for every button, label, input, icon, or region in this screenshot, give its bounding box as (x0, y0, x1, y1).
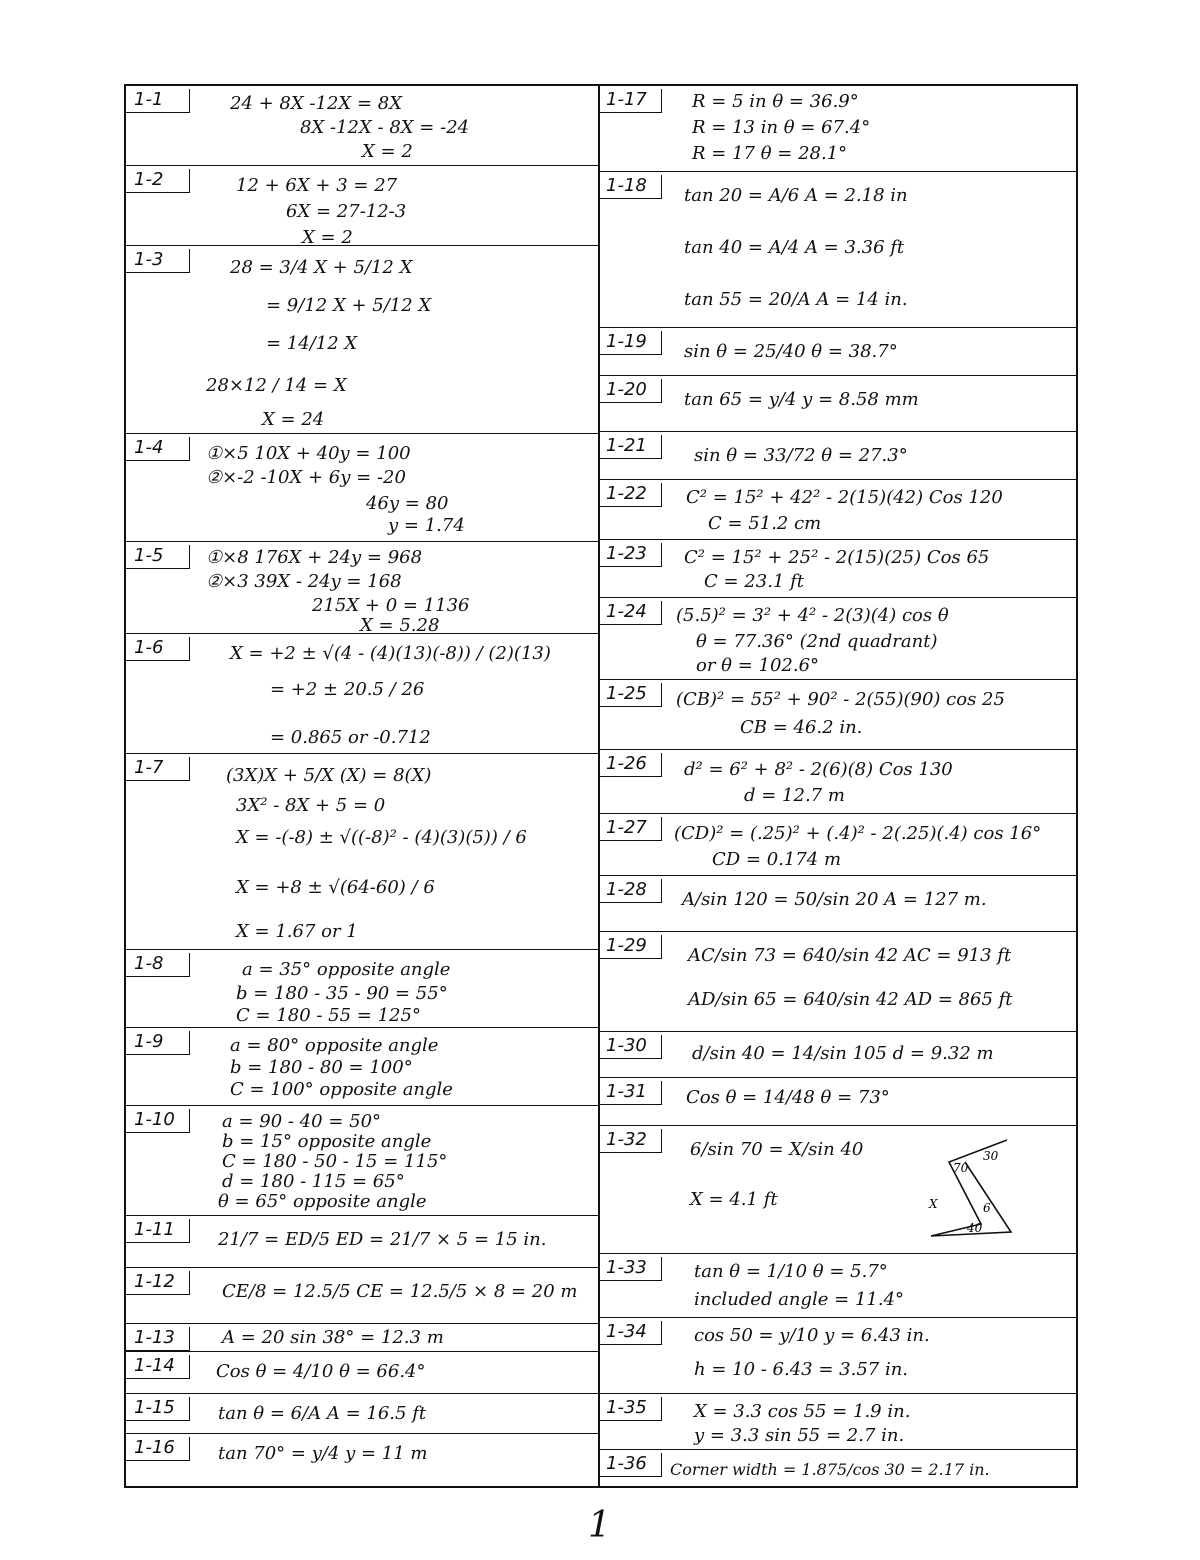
solution-line: R = 5 in θ = 36.9° (692, 91, 859, 112)
solution-line: a = 80° opposite angle (230, 1035, 439, 1056)
problem-1-27 (598, 814, 1076, 876)
problem-1-23 (598, 540, 1076, 598)
problem-number: 1-8 (126, 953, 190, 977)
solution-line: R = 13 in θ = 67.4° (692, 117, 871, 138)
solution-line: a = 35° opposite angle (242, 959, 451, 980)
problem-1-16 (126, 1434, 598, 1490)
problem-1-3 (126, 246, 598, 434)
figure-label: 70 (953, 1161, 969, 1175)
problem-number: 1-21 (598, 435, 662, 459)
problem-1-31 (598, 1078, 1076, 1126)
problem-1-15 (126, 1394, 598, 1434)
solution-line: θ = 77.36° (2nd quadrant) (696, 631, 938, 652)
solution-line: A/sin 120 = 50/sin 20 A = 127 m. (682, 889, 987, 910)
solution-line: CE/8 = 12.5/5 CE = 12.5/5 × 8 = 20 m (222, 1281, 578, 1302)
problem-number: 1-28 (598, 879, 662, 903)
solution-line: 3X² - 8X + 5 = 0 (236, 795, 386, 816)
figure-label: 30 (983, 1149, 999, 1163)
solution-line: h = 10 - 6.43 = 3.57 in. (694, 1359, 909, 1380)
solution-line: (3X)X + 5/X (X) = 8(X) (226, 765, 432, 786)
solution-line: X = +2 ± √(4 - (4)(13)(-8)) / (2)(13) (230, 643, 551, 664)
problem-number: 1-35 (598, 1397, 662, 1421)
problem-1-6 (126, 634, 598, 754)
solution-line: AC/sin 73 = 640/sin 42 AC = 913 ft (688, 945, 1012, 966)
solution-line: X = 2 (302, 227, 353, 248)
solution-line: = 14/12 X (266, 333, 358, 354)
solution-line: CB = 46.2 in. (740, 717, 863, 738)
problem-number: 1-9 (126, 1031, 190, 1055)
solution-line: y = 1.74 (388, 515, 465, 536)
triangle-figure (903, 1132, 1013, 1242)
solution-line: = 9/12 X + 5/12 X (266, 295, 432, 316)
page-number: 1 (588, 1505, 611, 1546)
solution-line: d² = 6² + 8² - 2(6)(8) Cos 130 (684, 759, 953, 780)
problem-1-14 (126, 1352, 598, 1394)
solution-line: C = 180 - 55 = 125° (236, 1005, 421, 1026)
problem-1-7 (126, 754, 598, 950)
problem-number: 1-33 (598, 1257, 662, 1281)
problem-number: 1-13 (126, 1327, 190, 1351)
problem-1-32 (598, 1126, 1076, 1254)
problem-number: 1-14 (126, 1355, 190, 1379)
solution-line: 8X -12X - 8X = -24 (300, 117, 470, 138)
solution-line: Corner width = 1.875/cos 30 = 2.17 in. (670, 1460, 990, 1479)
problem-number: 1-34 (598, 1321, 662, 1345)
problem-number: 1-11 (126, 1219, 190, 1243)
solution-line: 6X = 27-12-3 (286, 201, 407, 222)
problem-number: 1-7 (126, 757, 190, 781)
problem-1-26 (598, 750, 1076, 814)
problem-1-10 (126, 1106, 598, 1216)
problem-number: 1-26 (598, 753, 662, 777)
solution-line: X = 2 (362, 141, 413, 162)
problem-number: 1-32 (598, 1129, 662, 1153)
solution-line: sin θ = 25/40 θ = 38.7° (684, 341, 898, 362)
problem-number: 1-20 (598, 379, 662, 403)
problem-1-5 (126, 542, 598, 634)
problem-number: 1-4 (126, 437, 190, 461)
problem-number: 1-29 (598, 935, 662, 959)
solution-line: = 0.865 or -0.712 (270, 727, 431, 748)
problem-1-29 (598, 932, 1076, 1032)
solution-line: cos 50 = y/10 y = 6.43 in. (694, 1325, 930, 1346)
solution-line: tan 55 = 20/A A = 14 in. (684, 289, 908, 310)
solution-line: Cos θ = 14/48 θ = 73° (686, 1087, 890, 1108)
solution-line: R = 17 θ = 28.1° (692, 143, 848, 164)
problem-1-19 (598, 328, 1076, 376)
problem-number: 1-10 (126, 1109, 190, 1133)
solution-line: 28 = 3/4 X + 5/12 X (230, 257, 413, 278)
figure-label: 6 (983, 1201, 991, 1215)
solution-line: X = +8 ± √(64-60) / 6 (236, 877, 435, 898)
problem-number: 1-30 (598, 1035, 662, 1059)
solution-line: X = 5.28 (360, 615, 440, 636)
solution-line: 12 + 6X + 3 = 27 (236, 175, 398, 196)
solution-line: sin θ = 33/72 θ = 27.3° (694, 445, 908, 466)
problem-1-34 (598, 1318, 1076, 1394)
left-column (126, 86, 600, 1486)
solution-line: 24 + 8X -12X = 8X (230, 93, 403, 114)
problem-number: 1-12 (126, 1271, 190, 1295)
problem-1-28 (598, 876, 1076, 932)
solution-line: tan 65 = y/4 y = 8.58 mm (684, 389, 919, 410)
problem-1-36 (598, 1450, 1076, 1490)
solution-line: ①×8 176X + 24y = 968 (206, 547, 423, 568)
answer-sheet (124, 84, 1078, 1488)
solution-line: tan 40 = A/4 A = 3.36 ft (684, 237, 905, 258)
solution-line: tan θ = 1/10 θ = 5.7° (694, 1261, 888, 1282)
right-column (598, 86, 1076, 1486)
solution-line: Cos θ = 4/10 θ = 66.4° (216, 1361, 426, 1382)
solution-line: X = 3.3 cos 55 = 1.9 in. (694, 1401, 911, 1422)
solution-line: ②×3 39X - 24y = 168 (206, 571, 402, 592)
solution-line: y = 3.3 sin 55 = 2.7 in. (694, 1425, 905, 1446)
problem-1-33 (598, 1254, 1076, 1318)
problem-number: 1-16 (126, 1437, 190, 1461)
figure-label: 40 (967, 1221, 983, 1235)
problem-1-1 (126, 86, 598, 166)
problem-1-22 (598, 480, 1076, 540)
problem-number: 1-15 (126, 1397, 190, 1421)
solution-line: = +2 ± 20.5 / 26 (270, 679, 425, 700)
problem-1-20 (598, 376, 1076, 432)
solution-line: θ = 65° opposite angle (218, 1191, 427, 1212)
solution-line: (5.5)² = 3² + 4² - 2(3)(4) cos θ (676, 605, 949, 626)
problem-1-30 (598, 1032, 1076, 1078)
problem-number: 1-24 (598, 601, 662, 625)
problem-number: 1-23 (598, 543, 662, 567)
solution-line: X = 4.1 ft (690, 1189, 778, 1210)
problem-1-17 (598, 86, 1076, 172)
solution-line: CD = 0.174 m (712, 849, 842, 870)
solution-line: X = -(-8) ± √((-8)² - (4)(3)(5)) / 6 (236, 827, 527, 848)
solution-line: 6/sin 70 = X/sin 40 (690, 1139, 864, 1160)
solution-line: C² = 15² + 25² - 2(15)(25) Cos 65 (684, 547, 990, 568)
problem-number: 1-3 (126, 249, 190, 273)
solution-line: a = 90 - 40 = 50° (222, 1111, 382, 1132)
solution-line: (CB)² = 55² + 90² - 2(55)(90) cos 25 (676, 689, 1005, 710)
solution-line: b = 180 - 80 = 100° (230, 1057, 413, 1078)
solution-line: tan 70° = y/4 y = 11 m (218, 1443, 428, 1464)
problem-1-35 (598, 1394, 1076, 1450)
figure-label: X (929, 1197, 938, 1211)
problem-number: 1-31 (598, 1081, 662, 1105)
problem-1-2 (126, 166, 598, 246)
solution-line: 46y = 80 (366, 493, 449, 514)
solution-line: tan θ = 6/A A = 16.5 ft (218, 1403, 427, 1424)
solution-line: d = 180 - 115 = 65° (222, 1171, 405, 1192)
solution-line: C = 51.2 cm (708, 513, 822, 534)
problem-1-4 (126, 434, 598, 542)
solution-line: ①×5 10X + 40y = 100 (206, 443, 411, 464)
solution-line: 215X + 0 = 1136 (312, 595, 470, 616)
problem-number: 1-1 (126, 89, 190, 113)
problem-1-9 (126, 1028, 598, 1106)
problem-number: 1-19 (598, 331, 662, 355)
problem-number: 1-18 (598, 175, 662, 199)
solution-line: C² = 15² + 42² - 2(15)(42) Cos 120 (686, 487, 1003, 508)
solution-line: AD/sin 65 = 640/sin 42 AD = 865 ft (688, 989, 1013, 1010)
solution-line: X = 24 (262, 409, 325, 430)
problem-number: 1-2 (126, 169, 190, 193)
problem-1-13 (126, 1324, 598, 1352)
solution-line: or θ = 102.6° (696, 655, 820, 676)
problem-number: 1-36 (598, 1453, 662, 1477)
solution-line: d = 12.7 m (744, 785, 845, 806)
solution-line: 28×12 / 14 = X (206, 375, 347, 396)
problem-1-24 (598, 598, 1076, 680)
problem-number: 1-22 (598, 483, 662, 507)
problem-number: 1-5 (126, 545, 190, 569)
problem-number: 1-27 (598, 817, 662, 841)
problem-number: 1-17 (598, 89, 662, 113)
solution-line: C = 100° opposite angle (230, 1079, 453, 1100)
solution-line: A = 20 sin 38° = 12.3 m (222, 1327, 444, 1348)
problem-number: 1-6 (126, 637, 190, 661)
solution-line: tan 20 = A/6 A = 2.18 in (684, 185, 908, 206)
solution-line: C = 23.1 ft (704, 571, 804, 592)
solution-line: C = 180 - 50 - 15 = 115° (222, 1151, 448, 1172)
problem-1-8 (126, 950, 598, 1028)
problem-number: 1-25 (598, 683, 662, 707)
solution-line: b = 15° opposite angle (222, 1131, 432, 1152)
solution-line: ②×-2 -10X + 6y = -20 (206, 467, 406, 488)
problem-1-12 (126, 1268, 598, 1324)
solution-line: (CD)² = (.25)² + (.4)² - 2(.25)(.4) cos 16° (674, 823, 1042, 844)
solution-line: d/sin 40 = 14/sin 105 d = 9.32 m (692, 1043, 994, 1064)
problem-1-18 (598, 172, 1076, 328)
solution-line: 21/7 = ED/5 ED = 21/7 × 5 = 15 in. (218, 1229, 547, 1250)
problem-1-21 (598, 432, 1076, 480)
solution-line: b = 180 - 35 - 90 = 55° (236, 983, 448, 1004)
problem-1-25 (598, 680, 1076, 750)
problem-1-11 (126, 1216, 598, 1268)
solution-line: X = 1.67 or 1 (236, 921, 358, 942)
solution-line: included angle = 11.4° (694, 1289, 905, 1310)
